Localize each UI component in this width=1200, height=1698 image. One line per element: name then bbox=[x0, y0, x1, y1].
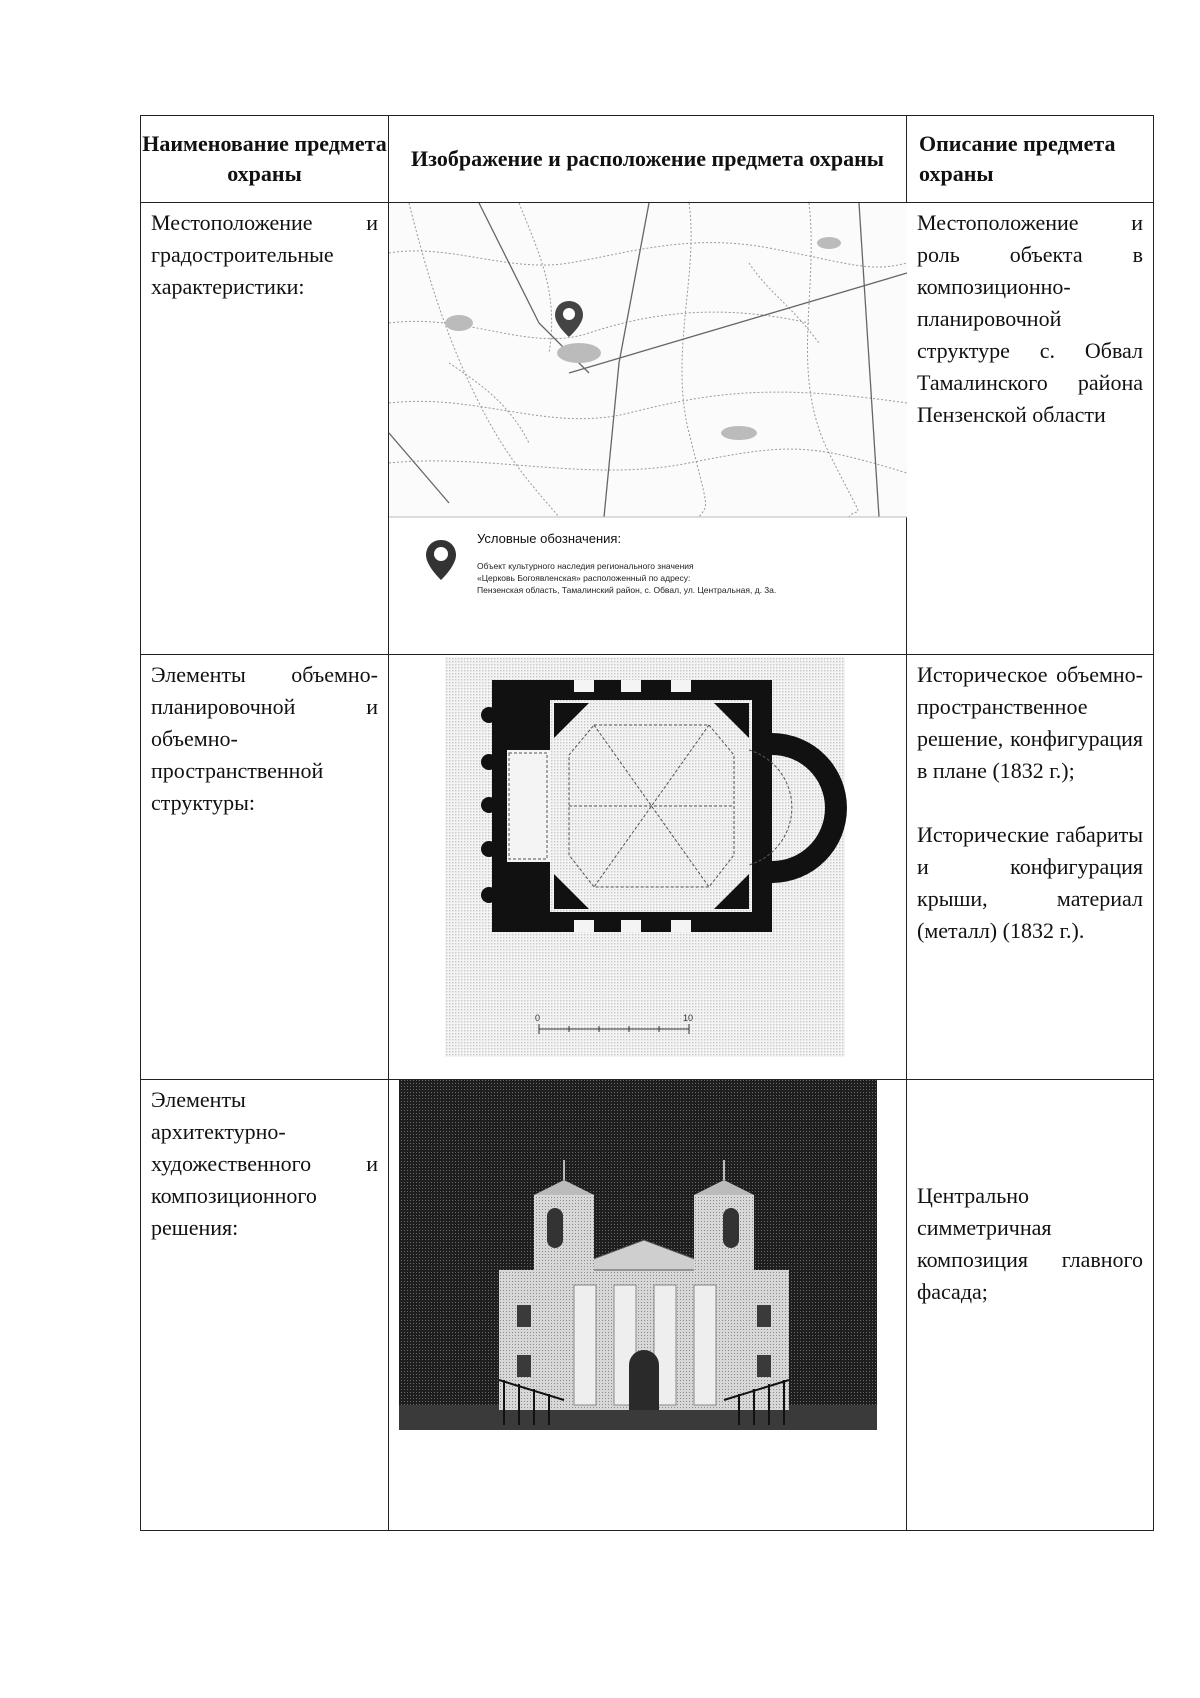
header-row bbox=[141, 116, 1154, 203]
description-paragraph: Местоположение и роль объекта в композиционно-планировочной структуре с. Обвал Тамалинского района Пензенской области bbox=[917, 210, 1143, 427]
legend-line: Пензенская область, Тамалинский район, с. Обвал, ул. Центральная, д. 3а. bbox=[477, 585, 777, 595]
row-name: Местоположение и градостроительные характеристики: bbox=[151, 210, 378, 299]
header-description: Описание предмета охраны bbox=[907, 116, 1154, 203]
description-paragraph: Центрально симметричная композиция главного фасада; bbox=[917, 1183, 1143, 1304]
header-name: Наименование предмета охраны bbox=[141, 116, 389, 203]
scale-label: 10 bbox=[683, 1013, 694, 1023]
table-row bbox=[141, 203, 1154, 655]
legend-line: «Церковь Богоявленская» расположенный по адресу: bbox=[477, 573, 691, 583]
church-facade-image bbox=[389, 1080, 907, 1430]
legend-pin-icon bbox=[426, 540, 456, 580]
facade-photo bbox=[389, 1080, 907, 1531]
description-paragraph: Исторические габариты и конфигурация крыши, материал (металл) (1832 г.). bbox=[917, 822, 1143, 943]
header-image: Изображение и расположение предмета охраны bbox=[389, 116, 907, 203]
row-description bbox=[907, 1080, 1153, 1530]
row-description bbox=[907, 655, 1153, 947]
row-name: Элементы архитектурно-художественного и композиционного решения: bbox=[151, 1087, 378, 1240]
table-row bbox=[141, 655, 1154, 1080]
location-map bbox=[389, 203, 907, 655]
floor-plan-image bbox=[389, 655, 907, 1074]
description-paragraph: Историческое объемно-пространственное решение, конфигурация в плане (1832 г.); bbox=[917, 662, 1143, 783]
legend-line: Объект культурного наследия регионального значения bbox=[477, 561, 694, 571]
legend-title: Условные обозначения: bbox=[477, 531, 622, 546]
scale-label: 0 bbox=[535, 1013, 541, 1023]
row-name: Элементы объемно-планировочной и объемно-пространственной структуры: bbox=[151, 662, 378, 815]
map-image bbox=[389, 203, 907, 649]
row-description bbox=[907, 203, 1153, 431]
map-legend bbox=[426, 531, 776, 595]
floor-plan bbox=[389, 655, 907, 1080]
protection-table bbox=[140, 115, 1154, 1531]
table-row bbox=[141, 1080, 1154, 1531]
